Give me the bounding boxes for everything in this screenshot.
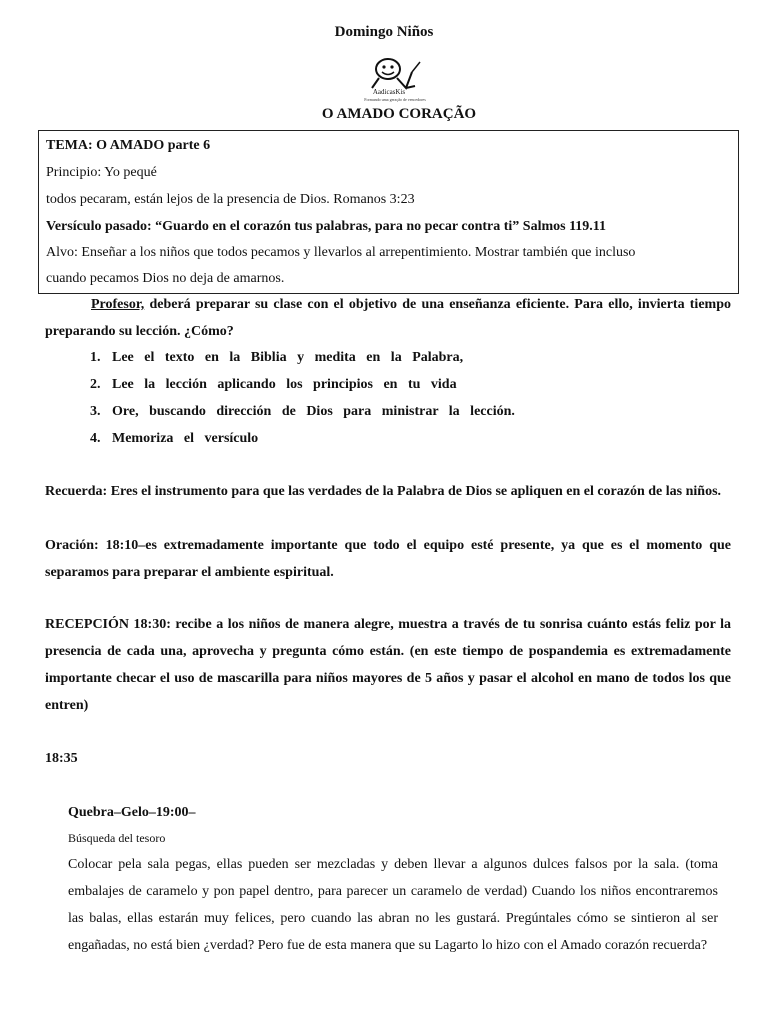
preparation-steps [90, 344, 515, 452]
alvo-line-2: cuando pecamos Dios no deja de amarnos. [46, 271, 285, 286]
principio-line: Principio: Yo pequé [46, 165, 157, 180]
recuerda-paragraph: Recuerda: Eres el instrumento para que las verdades de la Palabra de Dios se apliquen en el corazón de las niños. [45, 484, 722, 499]
alvo-line-1: Alvo: Enseñar a los niños que todos pecamos y llevarlos al arrepentimiento. Mostrar también que incluso [46, 245, 636, 260]
list-item: 1. Lee el texto en la Biblia y medita en la Palabra, [90, 350, 464, 365]
ministry-logo [360, 52, 430, 104]
oracion-paragraph: Oración: 18:10–es extremadamente importante que todo el equipo esté presente, ya que es el momento que separamos para preparar el ambiente espiritual. [45, 538, 731, 580]
time-1835: 18:35 [45, 751, 78, 766]
lesson-title: O AMADO CORAÇÃO [321, 106, 477, 122]
quebra-subheading: Búsqueda del tesoro [68, 831, 166, 845]
lesson-info-box [38, 130, 739, 294]
versiculo-line: Versículo pasado: “Guardo en el corazón tus palabras, para no pecar contra ti” Salmos 119.11 [46, 219, 607, 234]
list-item: 4. Memoriza el versículo [90, 431, 259, 446]
logo-tagline: Formando uma geração de vencedores [364, 97, 426, 102]
list-item: 2. Lee la lección aplicando los principios en tu vida [90, 377, 457, 392]
quebra-body: Colocar pela sala pegas, ellas pueden ser mezcladas y deben llevar a algunos dulces falsos por la sala. (toma embalajes de caramelo y pon papel dentro, para parecer un caramelo de verdad) Cuando los niños encontraremos las balas, ellas estarán muy felices, pero cuando las abran no les gustará. Pregúntales cómo se sintieron al ser engañadas, no está bien ¿verdad? Pero fue de esta manera que su Lagarto lo hizo con el Amado corazón recuerda? [68, 857, 718, 953]
list-item: 3. Ore, buscando dirección de Dios para ministrar la lección. [90, 404, 515, 419]
profesor-lead: Profesor, [91, 297, 145, 312]
principio-verse-line: todos pecaram, están lejos de la presencia de Dios. Romanos 3:23 [46, 192, 415, 207]
quebra-heading: Quebra–Gelo–19:00– [68, 805, 196, 820]
logo-name: AadicasKis [372, 88, 406, 96]
document-title: Domingo Niños [334, 24, 434, 40]
recepcion-paragraph: RECEPCIÓN 18:30: recibe a los niños de manera alegre, muestra a través de tu sonrisa cuánto estás feliz por la presencia de cada una, aprovecha y pregunta cómo están. (en este tiempo de pospandemia es extremadamente importante checar el uso de mascarilla para niños mayores de 5 años y pasar el alcohol en mano de todos los que entren) [45, 617, 731, 713]
profesor-paragraph [45, 291, 731, 345]
profesor-text: deberá preparar su clase con el objetivo de una enseñanza eficiente. Para ello, invierta tiempo preparando su lección. ¿Cómo? [45, 297, 731, 339]
tema-line: TEMA: O AMADO parte 6 [46, 138, 211, 153]
